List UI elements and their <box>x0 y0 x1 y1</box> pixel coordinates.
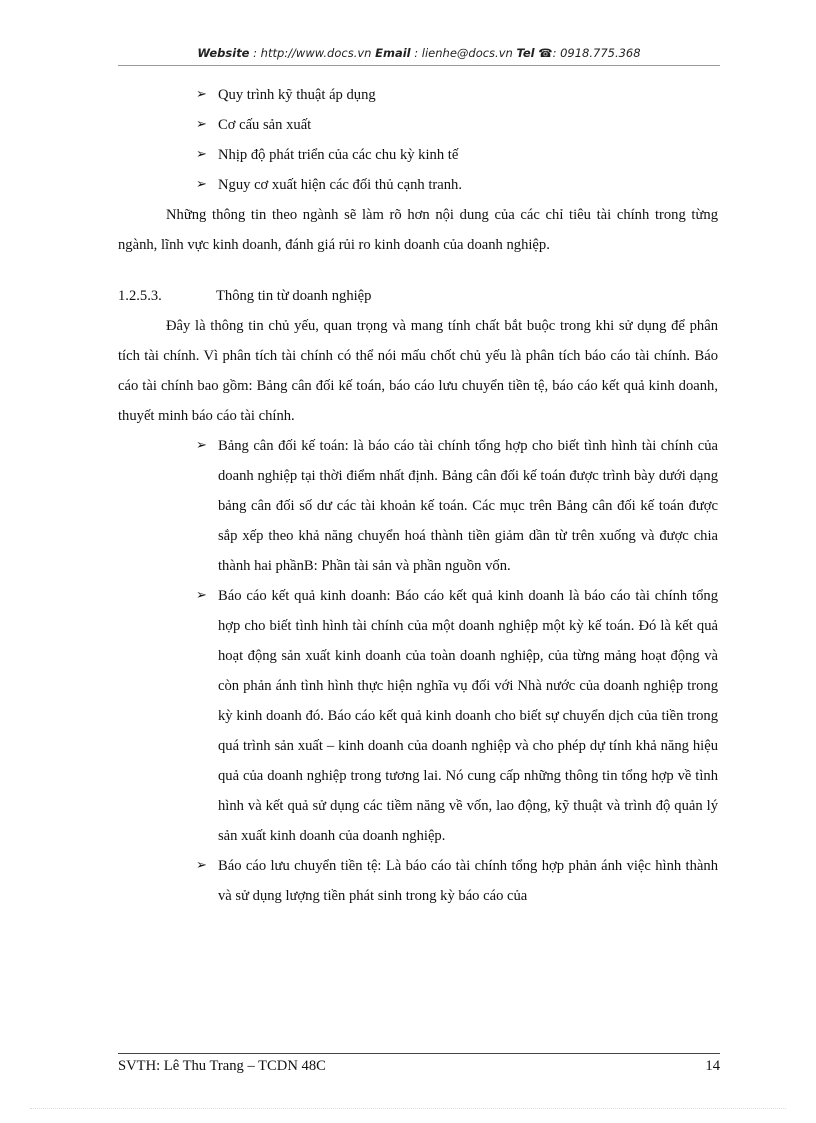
header-divider <box>118 65 720 66</box>
bullet-text: Báo cáo kết quả kinh doanh: Báo cáo kết quả kinh doanh là báo cáo tài chính tổng hợp cho biết tình hình tài chính của một doanh nghiệp một kỳ kế toán. Đó là kết quả hoạt động sản xuất kinh doanh của toàn doanh nghiệp, của từng mảng hoạt động và còn phản ánh tình hình thực hiện nghĩa vụ đối với Nhà nước của doanh nghiệp trong kỳ kinh doanh đó. Báo cáo kết quả kinh doanh cho biết sự chuyển dịch của tiền trong quá trình sản xuất – kinh doanh của doanh nghiệp và cho phép dự tính khả năng hiệu quả của doanh nghiệp trong tương lai. Nó cung cấp những thông tin tổng hợp về tình hình và kết quả sử dụng các tiềm năng về vốn, lao động, kỹ thuật và trình độ quản lý sản xuất kinh doanh của doanh nghiệp. <box>218 588 718 844</box>
arrow-bullet-icon: ➢ <box>196 858 207 873</box>
page-footer <box>118 1058 720 1075</box>
email-label: Email <box>375 46 411 60</box>
website-value: : http://www.docs.vn <box>253 46 372 60</box>
tel-value: : 0918.775.368 <box>552 46 641 60</box>
email-value: : lienhe@docs.vn <box>414 46 513 60</box>
page-header <box>118 46 720 60</box>
paragraph-enterprise-info: Đây là thông tin chủ yếu, quan trọng và mang tính chất bắt buộc trong khi sử dụng để phân tích tài chính. Vì phân tích tài chính có thể nói mấu chốt chủ yếu là phân tích báo cáo tài chính. Báo cáo tài chính bao gồm: Bảng cân đối kế toán, báo cáo lưu chuyển tiền tệ, báo cáo kết quả kinh doanh, thuyết minh báo cáo tài chính. <box>118 318 718 424</box>
page-number: 14 <box>705 1058 720 1074</box>
section-number: 1.2.5.3. <box>118 288 162 304</box>
bullet-item <box>118 80 718 110</box>
phone-icon: ☎ <box>538 46 553 60</box>
bullet-text: Bảng cân đối kế toán: là báo cáo tài chính tổng hợp cho biết tình hình tài chính của doanh nghiệp tại thời điểm nhất định. Bảng cân đối kế toán được trình bày dưới dạng bảng cân đối số dư các tài khoản kế toán. Các mục trên Bảng cân đối kế toán được sắp xếp theo khả năng chuyển hoá thành tiền giảm dần từ trên xuống và được chia thành hai phầnB: Phần tài sản và phần nguồn vốn. <box>218 438 718 574</box>
bullet-text: Quy trình kỹ thuật áp dụng <box>218 87 376 103</box>
bullet-text: Báo cáo lưu chuyển tiền tệ: Là báo cáo tài chính tổng hợp phản ánh việc hình thành và sử dụng lượng tiền phát sinh trong kỳ báo cáo của <box>218 858 718 904</box>
arrow-bullet-icon: ➢ <box>196 87 207 102</box>
arrow-bullet-icon: ➢ <box>196 438 207 453</box>
section-title: Thông tin từ doanh nghiệp <box>216 288 372 304</box>
bullet-item <box>118 140 718 170</box>
bullet-item <box>118 110 718 140</box>
bullet-item <box>118 170 718 200</box>
section-heading <box>118 281 718 311</box>
bullet-item <box>118 431 718 581</box>
arrow-bullet-icon: ➢ <box>196 147 207 162</box>
page-content <box>118 80 718 911</box>
arrow-bullet-icon: ➢ <box>196 117 207 132</box>
bullet-text: Nhịp độ phát triển của các chu kỳ kinh tế <box>218 147 459 163</box>
paragraph-industry-info: Những thông tin theo ngành sẽ làm rõ hơn nội dung của các chỉ tiêu tài chính trong từng ngành, lĩnh vực kinh doanh, đánh giá rủi ro kinh doanh của doanh nghiệp. <box>118 207 718 253</box>
footer-divider <box>118 1053 720 1054</box>
tel-label: Tel <box>516 46 535 60</box>
footer-author: SVTH: Lê Thu Trang – TCDN 48C <box>118 1058 326 1074</box>
bullet-item <box>118 851 718 911</box>
bullet-item <box>118 581 718 851</box>
website-label: Website <box>197 46 250 60</box>
bullet-text: Nguy cơ xuất hiện các đối thủ cạnh tranh. <box>218 177 462 193</box>
arrow-bullet-icon: ➢ <box>196 177 207 192</box>
page-edge-divider <box>30 1108 786 1109</box>
arrow-bullet-icon: ➢ <box>196 588 207 603</box>
bullet-text: Cơ cấu sản xuất <box>218 117 312 133</box>
